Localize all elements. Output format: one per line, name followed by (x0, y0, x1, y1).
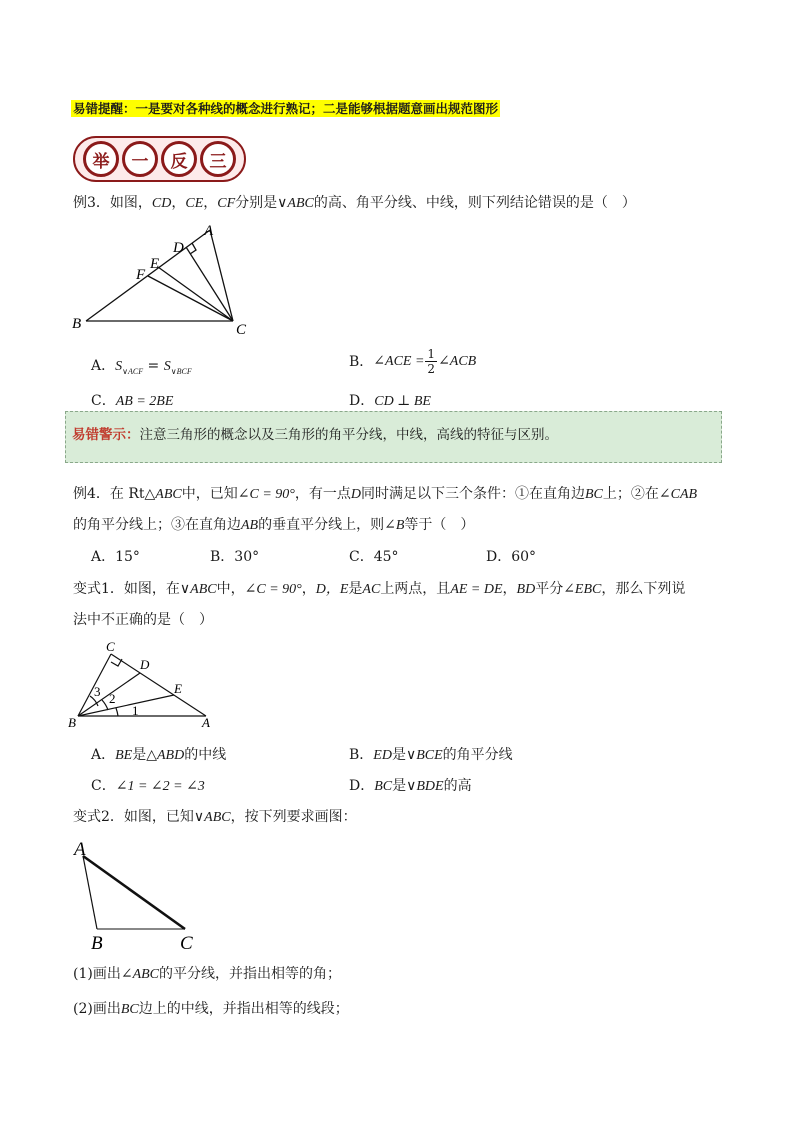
ex3-option-b: B． ∠ACE = $\frac{1}{2}$ ∠ACB (349, 347, 477, 376)
var2-label-b: B (91, 933, 103, 954)
var2-label-c: C (180, 933, 193, 954)
ex4-line-2: 的角平分线上；③在直角边AB的垂直平分线上，则∠B等于（ ） (73, 517, 475, 533)
var1-angle-3: 3 (94, 684, 101, 699)
warning-box (65, 411, 722, 463)
var2-side-ac (83, 856, 185, 929)
var1-option-d: D．BC是∨BDE的高 (349, 778, 472, 794)
var2-item-1: (1)画出∠ABC的平分线，并指出相等的角； (73, 966, 342, 982)
var1-line-2: 法中不正确的是（ ） (73, 612, 213, 628)
var1-angle-2: 2 (109, 691, 116, 706)
tip-highlight: 易错提醒：一是要对各种线的概念进行熟记；二是能够根据题意画出规范图形 (73, 101, 499, 116)
var1-angle-1: 1 (132, 703, 139, 718)
badge-fan: 反 (161, 141, 197, 177)
ex4-option-d: D．60° (486, 549, 537, 565)
ex4-option-c: C．45° (349, 549, 399, 565)
var2-line-1: 变式2．如图，已知∨ABC，按下列要求画图： (73, 809, 357, 825)
ex3-altitude-cd (186, 247, 233, 321)
badge-san: 三 (200, 141, 236, 177)
var2-side-ab (83, 856, 97, 929)
var1-label-c: C (106, 639, 115, 654)
var1-arc-2 (102, 700, 108, 710)
ex4-line-1: 例4．在 Rt△ABC中，已知∠C = 90°，有一点D同时满足以下三个条件：①在直角边BC上；②在∠CAB (73, 486, 698, 502)
var1-label-e: E (174, 681, 182, 696)
var2-figure (70, 836, 210, 954)
ex3-label-b: B (72, 316, 82, 332)
ex3-side-ab (86, 230, 210, 321)
ex3-label-e: E (150, 256, 160, 272)
warning-line (72, 425, 558, 445)
warning-text: 注意三角形的概念以及三角形的角平分线，中线，高线的特征与区别。 (139, 427, 558, 443)
var1-option-c: C．∠1 = ∠2 = ∠3 (91, 778, 205, 794)
badge-ju: 举 (83, 141, 119, 177)
ex4-option-b: B．30° (210, 549, 260, 565)
var1-side-ca (111, 654, 206, 716)
var1-option-b: B．ED是∨BCE的角平分线 (349, 747, 513, 763)
ex3-option-c: C．AB = 2BE (91, 393, 174, 409)
var2-label-a: A (74, 839, 86, 860)
ex3-option-d: D．CD ⊥ BE (349, 393, 431, 409)
warning-label: 易错警示： (72, 427, 140, 443)
ex4-option-a: A．15° (91, 549, 140, 565)
var1-line-1: 变式1．如图，在∨ABC中，∠C = 90°，D，E是AC上两点，且AE = DE，BD平分∠EBC，那么下列说 (73, 581, 686, 597)
ex3-median-cf (148, 276, 233, 321)
ex3-label-f: F (136, 267, 146, 283)
badge-banner (73, 136, 246, 182)
var1-label-d: D (140, 657, 150, 672)
var1-label-a: A (202, 715, 210, 730)
var2-item-2: (2)画出BC边上的中线，并指出相等的线段； (73, 1001, 349, 1017)
tip-line (71, 99, 500, 119)
ex3-fraction: $\frac{1}{2}$ (427, 347, 436, 376)
var1-arc-1 (116, 708, 118, 716)
var1-label-b: B (68, 715, 76, 730)
ex3-option-a: A．$S_{\vee ACF} = S_{\vee BCF}$ (91, 358, 192, 376)
badge-yi: 一 (122, 141, 158, 177)
var1-figure (66, 638, 226, 730)
ex3-label-d: D (173, 240, 184, 256)
ex3-figure (66, 222, 256, 338)
ex3-label-a: A (204, 223, 214, 239)
var1-option-a: A．BE是△ABD的中线 (91, 747, 227, 763)
ex3-question: 例3．如图，CD，CE，CF分别是∨ABC的高、角平分线、中线，则下列结论错误的是（ ） (73, 195, 636, 211)
ex3-label-c: C (236, 322, 247, 338)
